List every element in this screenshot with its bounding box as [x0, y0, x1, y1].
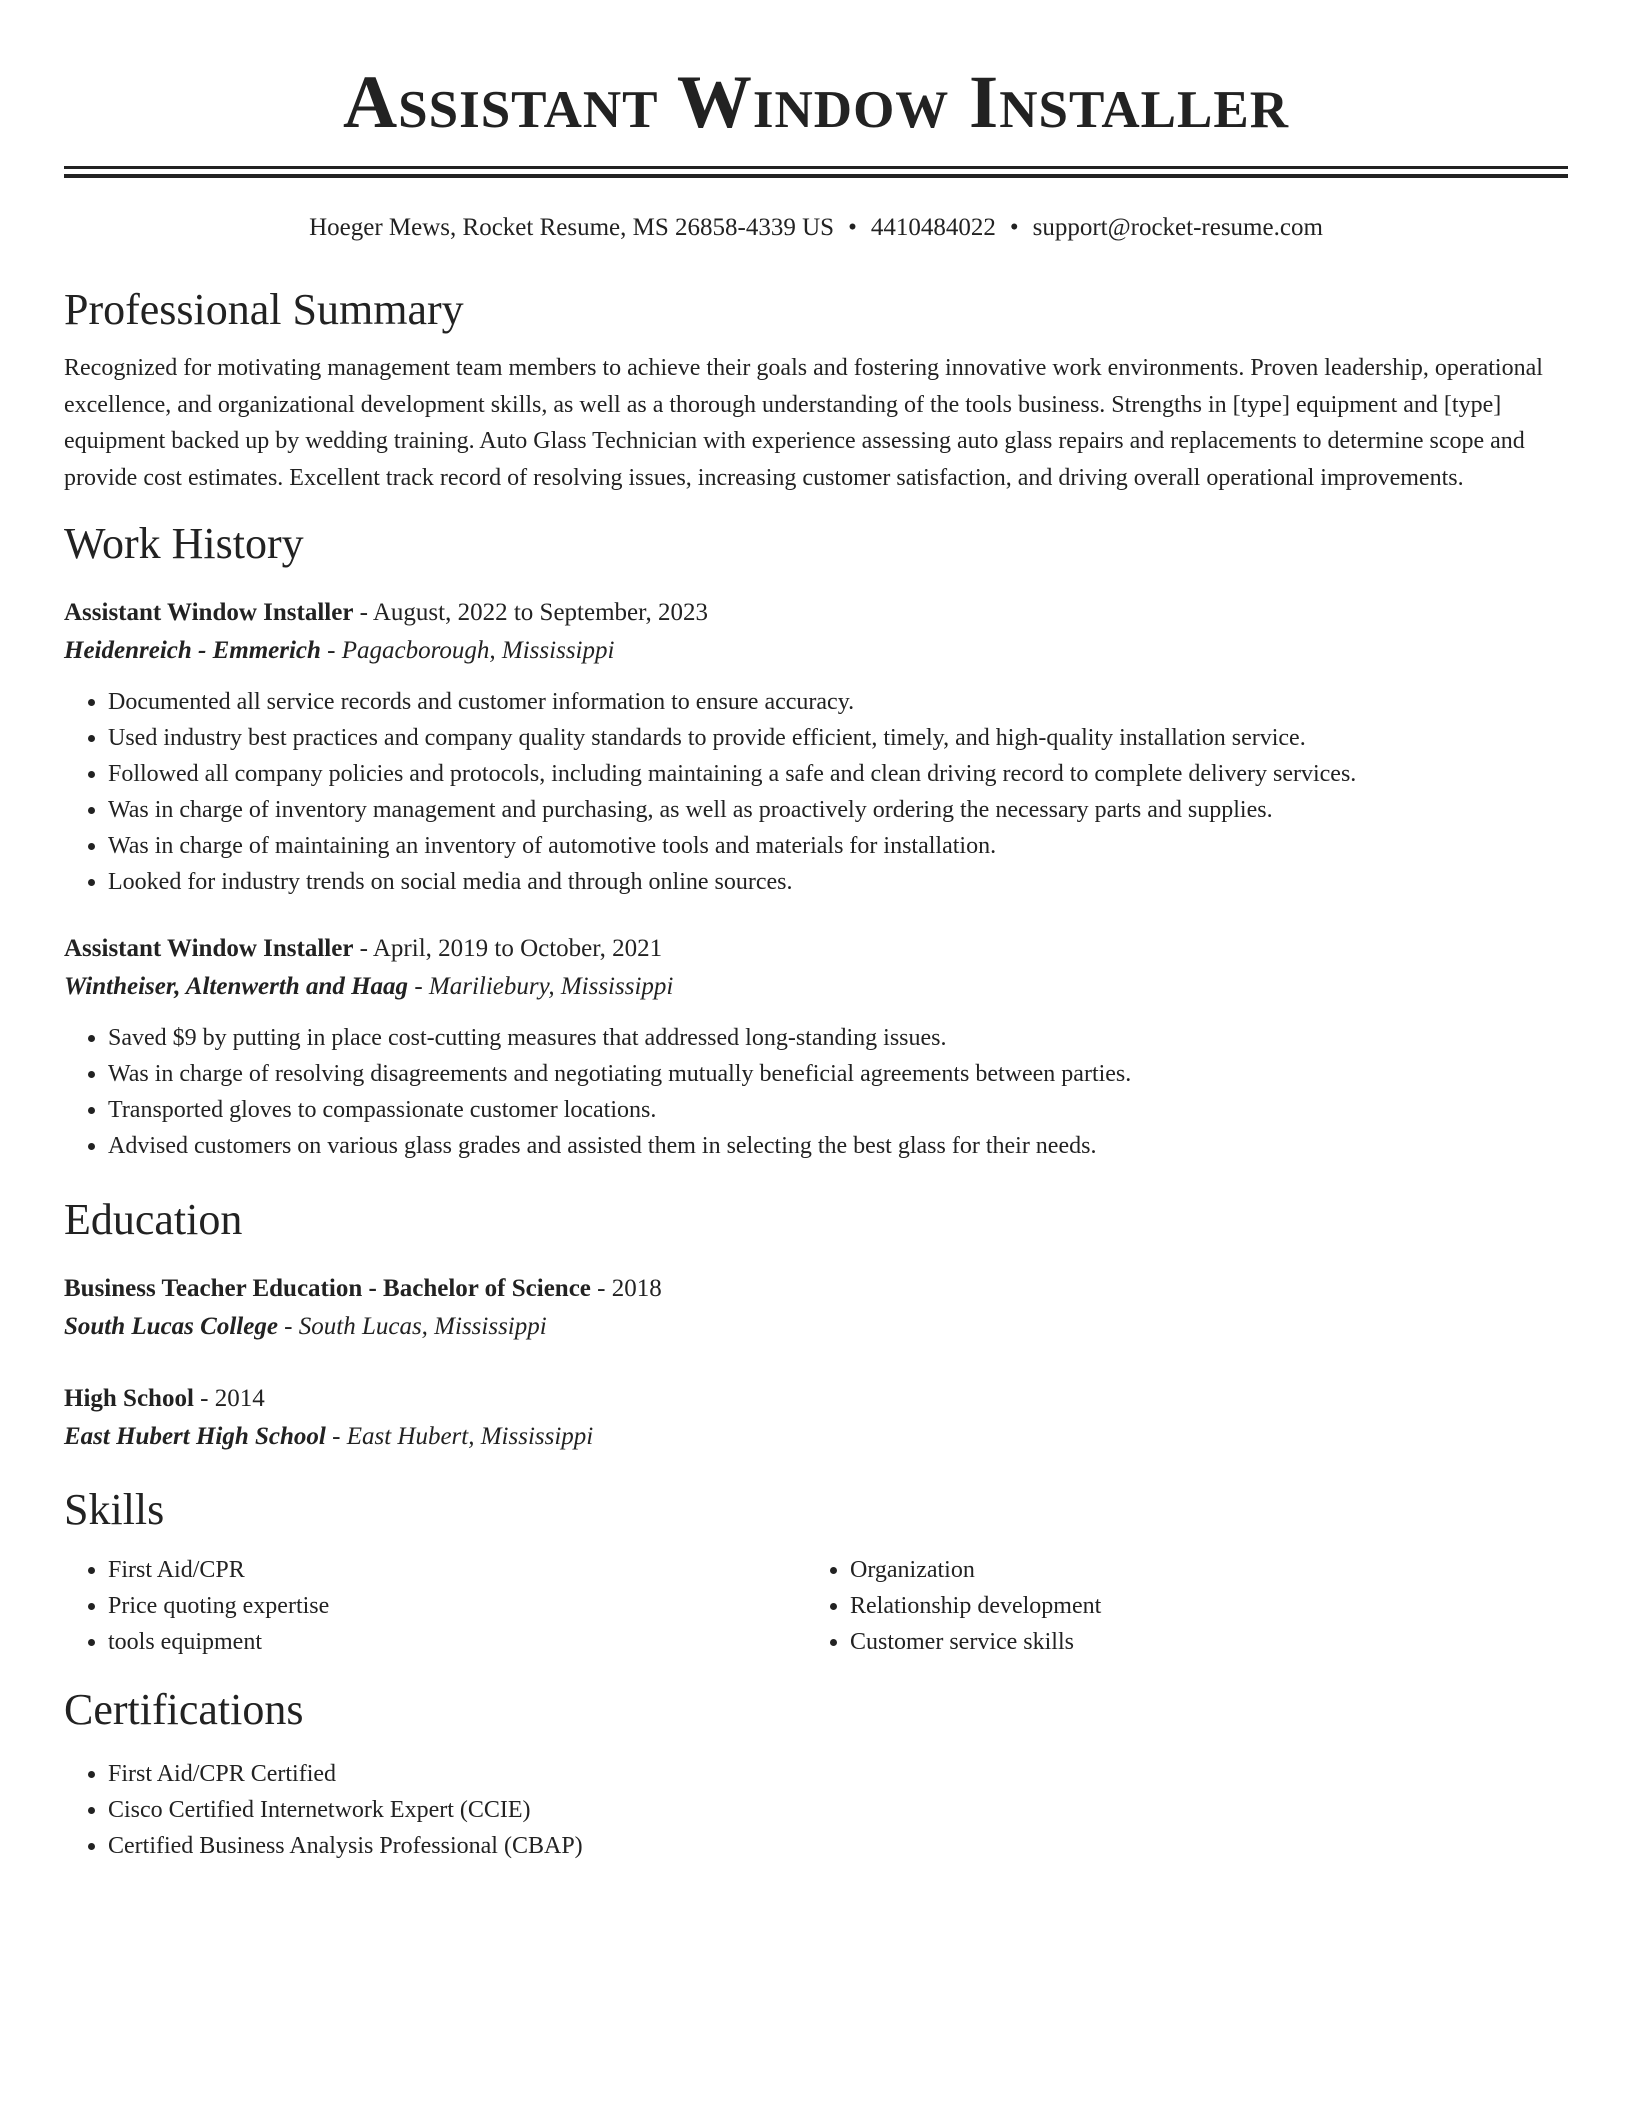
skill-item: • Customer service skills — [850, 1624, 1548, 1660]
job-title-line — [64, 930, 1568, 968]
education-location: - East Hubert, Mississippi — [325, 1423, 594, 1450]
title-divider-secondary — [64, 174, 1568, 178]
certification-item: • Certified Business Analysis Professional (CBAP) — [108, 1828, 1568, 1864]
skills-heading: Skills — [64, 1485, 165, 1534]
education-degree-line — [64, 1380, 1568, 1418]
education-entry — [64, 1270, 1568, 1346]
job-company-line — [64, 632, 1568, 670]
summary-text: Recognized for motivating management team members to achieve their goals and fostering innovative work environments. Proven leadership, operational excellence, and organizational development skills, as well as a thorough understanding of the tools business. Strengths in [type] equipment and [type] equipment backed up by wedding training. Auto Glass Technician with experience assessing auto glass repairs and replacements to determine scope and provide cost estimates. Excellent track record of resolving issues, increasing customer satisfaction, and driving overall operational improvements. — [64, 355, 1543, 491]
education-school-line — [64, 1418, 1568, 1456]
summary-heading: Professional Summary — [64, 285, 464, 334]
job-dates: - April, 2019 to October, 2021 — [353, 935, 663, 962]
job-location: - Mariliebury, Mississippi — [408, 973, 674, 1000]
skill-item: • Organization — [850, 1552, 1548, 1588]
contact-separator: • — [848, 214, 857, 241]
job-title: Assistant Window Installer — [64, 935, 354, 962]
job-bullet: • Used industry best practices and company quality standards to provide efficient, timely, and high-quality installation service. — [108, 720, 1568, 756]
job-bullet: • Was in charge of resolving disagreements and negotiating mutually beneficial agreements between parties. — [108, 1056, 1568, 1092]
skills-column-left — [64, 1552, 806, 1660]
education-degree-line — [64, 1270, 1568, 1308]
skill-item: • tools equipment — [108, 1624, 806, 1660]
job-bullet: • Was in charge of maintaining an inventory of automotive tools and materials for installation. — [108, 828, 1568, 864]
certification-item: • First Aid/CPR Certified — [108, 1756, 1568, 1792]
job-company: Wintheiser, Altenwerth and Haag — [64, 973, 409, 1000]
job-bullet: • Looked for industry trends on social media and through online sources. — [108, 864, 1568, 900]
job-company: Heidenreich - Emmerich — [64, 637, 321, 664]
job-bullet: • Transported gloves to compassionate customer locations. — [108, 1092, 1568, 1128]
job-bullets — [64, 1020, 1568, 1164]
contact-line — [64, 212, 1568, 244]
job-entry — [64, 594, 1568, 900]
job-bullet: • Saved $9 by putting in place cost-cutting measures that addressed long-standing issues. — [108, 1020, 1568, 1056]
education-school-line — [64, 1308, 1568, 1346]
resume-title: Assistant Window Installer — [342, 61, 1290, 144]
job-bullets — [64, 684, 1568, 900]
education-year: - 2018 — [590, 1275, 662, 1302]
contact-separator: • — [1009, 214, 1019, 241]
work-history-heading: Work History — [64, 519, 304, 568]
job-title: Assistant Window Installer — [64, 599, 354, 626]
job-entry — [64, 930, 1568, 1164]
certifications-heading: Certifications — [64, 1685, 304, 1734]
education-school: East Hubert High School — [64, 1423, 326, 1450]
skill-item: • Relationship development — [850, 1588, 1548, 1624]
education-school: South Lucas College — [64, 1313, 278, 1340]
skills-list — [64, 1552, 1568, 1660]
title-divider — [64, 166, 1568, 169]
education-year: - 2014 — [193, 1385, 265, 1412]
job-bullet: • Advised customers on various glass grades and assisted them in selecting the best glass for their needs. — [108, 1128, 1568, 1164]
job-bullet: • Followed all company policies and protocols, including maintaining a safe and clean driving record to complete delivery services. — [108, 756, 1568, 792]
job-bullet: • Was in charge of inventory management and purchasing, as well as proactively ordering the necessary parts and supplies. — [108, 792, 1568, 828]
skills-column-right — [806, 1552, 1548, 1660]
job-company-line — [64, 968, 1568, 1006]
education-degree: High School — [64, 1385, 194, 1412]
job-bullet: • Documented all service records and customer information to ensure accuracy. — [108, 684, 1568, 720]
education-degree: Business Teacher Education - Bachelor of Science — [64, 1275, 591, 1302]
education-location: - South Lucas, Mississippi — [277, 1313, 547, 1340]
job-title-line — [64, 594, 1568, 632]
contact-phone: 4410484022 — [870, 214, 996, 241]
skill-item: • Price quoting expertise — [108, 1588, 806, 1624]
skill-item: • First Aid/CPR — [108, 1552, 806, 1588]
certification-item: • Cisco Certified Internetwork Expert (CCIE) — [108, 1792, 1568, 1828]
job-dates: - August, 2022 to September, 2023 — [353, 599, 708, 626]
education-entry — [64, 1380, 1568, 1456]
certifications-list — [64, 1756, 1568, 1864]
job-location: - Pagacborough, Mississippi — [320, 637, 615, 664]
education-heading: Education — [64, 1195, 243, 1244]
contact-email: support@rocket-resume.com — [1032, 214, 1323, 241]
contact-address: Hoeger Mews, Rocket Resume, MS 26858-4339 US — [309, 214, 835, 241]
